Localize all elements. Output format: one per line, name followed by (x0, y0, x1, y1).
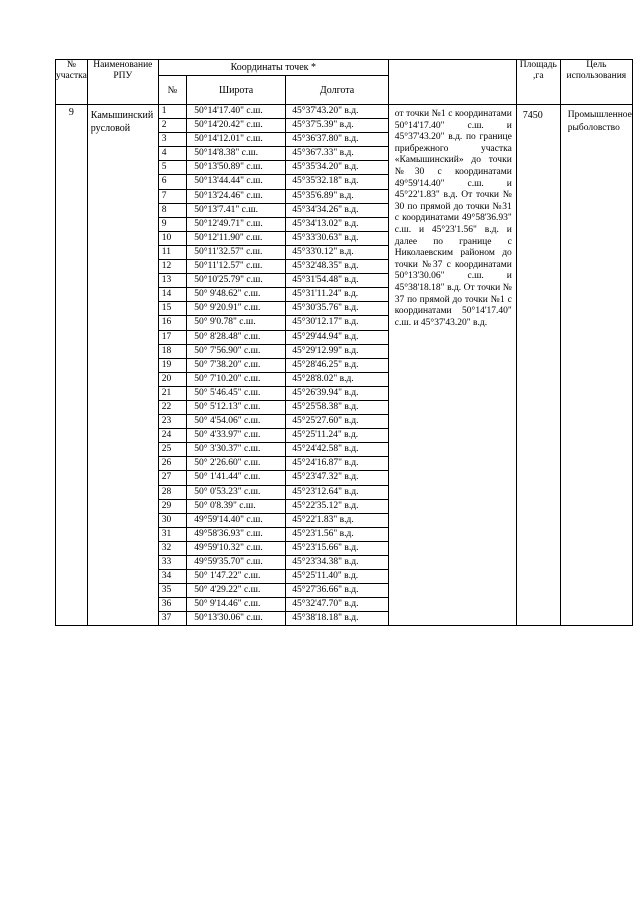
point-number: 19 (159, 358, 187, 372)
header-latitude: Широта (186, 76, 285, 105)
point-number: 35 (159, 584, 187, 598)
point-number: 5 (159, 161, 187, 175)
point-latitude: 50° 7'38.20" с.ш. (187, 358, 286, 372)
header-coordinates: Координаты точек * (158, 60, 388, 76)
header-description (388, 60, 516, 105)
point-row (159, 457, 388, 471)
point-latitude: 50°14'17.40" с.ш. (187, 105, 286, 119)
point-latitude: 50°14'12.01" с.ш. (187, 133, 286, 147)
point-number: 16 (159, 316, 187, 330)
point-number: 33 (159, 556, 187, 570)
point-longitude: 45°31'54.48" в.д. (286, 274, 388, 288)
point-longitude: 45°33'30.63" в.д. (286, 231, 388, 245)
point-latitude: 50° 4'29.22" с.ш. (187, 584, 286, 598)
point-number: 22 (159, 400, 187, 414)
point-longitude: 45°37'5.39" в.д. (286, 119, 388, 133)
point-number: 3 (159, 133, 187, 147)
point-number: 26 (159, 457, 187, 471)
point-row (159, 203, 388, 217)
point-latitude: 50°14'20.42" с.ш. (187, 119, 286, 133)
point-longitude: 45°24'42.58" в.д. (286, 443, 388, 457)
point-longitude: 45°35'32.18" в.д. (286, 175, 388, 189)
point-row (159, 133, 388, 147)
header-area: Площадь ,га (516, 60, 560, 105)
point-number: 29 (159, 499, 187, 513)
point-row (159, 386, 388, 400)
point-longitude: 45°22'35.12" в.д. (286, 499, 388, 513)
point-row (159, 105, 388, 119)
point-longitude: 45°23'34.38" в.д. (286, 556, 388, 570)
point-latitude: 50°12'11.90" с.ш. (187, 231, 286, 245)
point-latitude: 50° 3'30.37" с.ш. (187, 443, 286, 457)
point-number: 13 (159, 274, 187, 288)
point-longitude: 45°23'12.64" в.д. (286, 485, 388, 499)
point-row (159, 119, 388, 133)
point-latitude: 49°59'10.32" с.ш. (187, 541, 286, 555)
point-row (159, 344, 388, 358)
point-latitude: 50°13'7.41" с.ш. (187, 203, 286, 217)
point-row (159, 189, 388, 203)
point-row (159, 288, 388, 302)
point-number: 23 (159, 415, 187, 429)
point-number: 20 (159, 372, 187, 386)
point-row (159, 584, 388, 598)
point-row (159, 429, 388, 443)
point-longitude: 45°22'1.83" в.д. (286, 513, 388, 527)
point-latitude: 50°13'30.06" с.ш. (187, 612, 286, 626)
point-longitude: 45°29'12.99" в.д. (286, 344, 388, 358)
point-number: 1 (159, 105, 187, 119)
point-row (159, 443, 388, 457)
point-row (159, 598, 388, 612)
point-number: 34 (159, 570, 187, 584)
point-longitude: 45°25'27.60" в.д. (286, 415, 388, 429)
point-number: 2 (159, 119, 187, 133)
table-row (56, 105, 633, 626)
point-longitude: 45°24'16.87" в.д. (286, 457, 388, 471)
point-row (159, 400, 388, 414)
point-number: 8 (159, 203, 187, 217)
point-longitude: 45°27'36.66" в.д. (286, 584, 388, 598)
point-number: 12 (159, 260, 187, 274)
point-latitude: 50° 9'20.91" с.ш. (187, 302, 286, 316)
point-latitude: 50°12'49.71" с.ш. (187, 217, 286, 231)
point-row (159, 358, 388, 372)
point-number: 37 (159, 612, 187, 626)
point-number: 9 (159, 217, 187, 231)
point-longitude: 45°26'39.94" в.д. (286, 386, 388, 400)
point-number: 17 (159, 330, 187, 344)
point-row (159, 217, 388, 231)
point-row (159, 499, 388, 513)
point-row (159, 330, 388, 344)
point-row (159, 245, 388, 259)
point-longitude: 45°28'8.02" в.д. (286, 372, 388, 386)
plot-number: 9 (56, 105, 88, 626)
point-longitude: 45°25'11.40" в.д. (286, 570, 388, 584)
header-point-no: № (158, 76, 186, 105)
point-number: 31 (159, 527, 187, 541)
point-longitude: 45°29'44.94" в.д. (286, 330, 388, 344)
point-longitude: 45°30'12.17" в.д. (286, 316, 388, 330)
point-number: 30 (159, 513, 187, 527)
point-row (159, 161, 388, 175)
point-row (159, 471, 388, 485)
point-row (159, 372, 388, 386)
point-longitude: 45°36'7.33" в.д. (286, 147, 388, 161)
point-row (159, 302, 388, 316)
point-latitude: 50°13'24.46" с.ш. (187, 189, 286, 203)
point-latitude: 49°59'14.40" с.ш. (187, 513, 286, 527)
fishing-plots-table (55, 59, 633, 626)
point-latitude: 50° 5'46.45" с.ш. (187, 386, 286, 400)
point-number: 6 (159, 175, 187, 189)
point-row (159, 316, 388, 330)
point-latitude: 50°13'50.89" с.ш. (187, 161, 286, 175)
point-number: 21 (159, 386, 187, 400)
point-latitude: 50° 5'12.13" с.ш. (187, 400, 286, 414)
point-longitude: 45°34'34.26" в.д. (286, 203, 388, 217)
points-table (159, 105, 388, 625)
point-number: 15 (159, 302, 187, 316)
point-row (159, 541, 388, 555)
point-row (159, 231, 388, 245)
point-longitude: 45°37'43.20" в.д. (286, 105, 388, 119)
point-latitude: 50° 0'8.39" с.ш. (187, 499, 286, 513)
point-latitude: 50°13'44.44" с.ш. (187, 175, 286, 189)
point-latitude: 50°11'32.57" с.ш. (187, 245, 286, 259)
point-row (159, 260, 388, 274)
point-number: 11 (159, 245, 187, 259)
point-latitude: 50° 2'26.60" с.ш. (187, 457, 286, 471)
point-latitude: 49°59'35.70" с.ш. (187, 556, 286, 570)
point-row (159, 415, 388, 429)
point-latitude: 50° 9'0.78" с.ш. (187, 316, 286, 330)
point-longitude: 45°35'34.20" в.д. (286, 161, 388, 175)
boundary-description: от точки №1 с координатами 50°14'17.40" с.ш. и 45°37'43.20" в.д. по границе прибрежного участка «Камышинский» до точки №30 с координатами 49°59'14.40" с.ш. и 45°22'1.83" в.д. От точки № 30 по прямой до точки №31 с координатами 49°58'36.93" с.ш. и 45°23'1.56" в.д. и далее по границе с Николаевским районом до точки №37 с координатами 50°13'30.06" с.ш. и 45°38'18.18" в.д. От точки № 37 по прямой до точки №1 с координатами 50°14'17.40" с.ш. и 45°37'43.20" в.д. (388, 105, 516, 626)
plot-purpose: Промышленное рыболовство (560, 105, 632, 626)
point-longitude: 45°25'11.24" в.д. (286, 429, 388, 443)
point-longitude: 45°30'35.76" в.д. (286, 302, 388, 316)
point-latitude: 50° 9'48.62" с.ш. (187, 288, 286, 302)
point-row (159, 513, 388, 527)
point-longitude: 45°23'47.32" в.д. (286, 471, 388, 485)
point-longitude: 45°23'15.66" в.д. (286, 541, 388, 555)
point-longitude: 45°34'13.02" в.д. (286, 217, 388, 231)
point-number: 4 (159, 147, 187, 161)
point-latitude: 50° 9'14.46" с.ш. (187, 598, 286, 612)
point-row (159, 274, 388, 288)
point-row (159, 556, 388, 570)
point-number: 32 (159, 541, 187, 555)
point-longitude: 45°36'37.80" в.д. (286, 133, 388, 147)
point-number: 28 (159, 485, 187, 499)
point-longitude: 45°25'58.38" в.д. (286, 400, 388, 414)
point-latitude: 50°10'25.79" с.ш. (187, 274, 286, 288)
header-name: Наименование РПУ (87, 60, 158, 105)
point-latitude: 50° 4'33.97" с.ш. (187, 429, 286, 443)
point-number: 36 (159, 598, 187, 612)
plot-name: Камышинский русловой (87, 105, 158, 626)
point-number: 10 (159, 231, 187, 245)
point-row (159, 147, 388, 161)
point-longitude: 45°28'46.25" в.д. (286, 358, 388, 372)
point-longitude: 45°38'18.18" в.д. (292, 613, 359, 624)
point-number: 18 (159, 344, 187, 358)
point-number: 24 (159, 429, 187, 443)
point-longitude: 45°35'6.89" в.д. (286, 189, 388, 203)
point-number: 25 (159, 443, 187, 457)
header-purpose: Цель использования (560, 60, 632, 105)
point-latitude: 50° 4'54.06" с.ш. (187, 415, 286, 429)
header-plot-no: № участка (56, 60, 88, 105)
point-row (159, 175, 388, 189)
header-longitude: Долгота (286, 76, 388, 105)
point-longitude: 45°23'1.56" в.д. (286, 527, 388, 541)
point-latitude: 50° 8'28.48" с.ш. (187, 330, 286, 344)
plot-area: 7450 (516, 105, 560, 626)
point-latitude: 50° 7'56.90" с.ш. (187, 344, 286, 358)
point-number: 7 (159, 189, 187, 203)
point-row (159, 570, 388, 584)
point-row (159, 612, 388, 626)
point-latitude: 50°11'12.57" с.ш. (187, 260, 286, 274)
point-longitude: 45°31'11.24" в.д. (286, 288, 388, 302)
point-row (159, 527, 388, 541)
point-latitude: 50°14'8.38" с.ш. (187, 147, 286, 161)
point-longitude: 45°33'0.12" в.д. (286, 245, 388, 259)
point-row (159, 485, 388, 499)
points-cell (158, 105, 388, 626)
point-number: 27 (159, 471, 187, 485)
point-latitude: 49°58'36.93" с.ш. (187, 527, 286, 541)
point-latitude: 50° 0'53.23" с.ш. (187, 485, 286, 499)
point-longitude: 45°32'47.70" в.д. (286, 598, 388, 612)
point-number: 14 (159, 288, 187, 302)
point-latitude: 50° 7'10.20" с.ш. (187, 372, 286, 386)
point-latitude: 50° 1'41.44" с.ш. (187, 471, 286, 485)
point-latitude: 50° 1'47.22" с.ш. (187, 570, 286, 584)
point-longitude: 45°32'48.35" в.д. (286, 260, 388, 274)
